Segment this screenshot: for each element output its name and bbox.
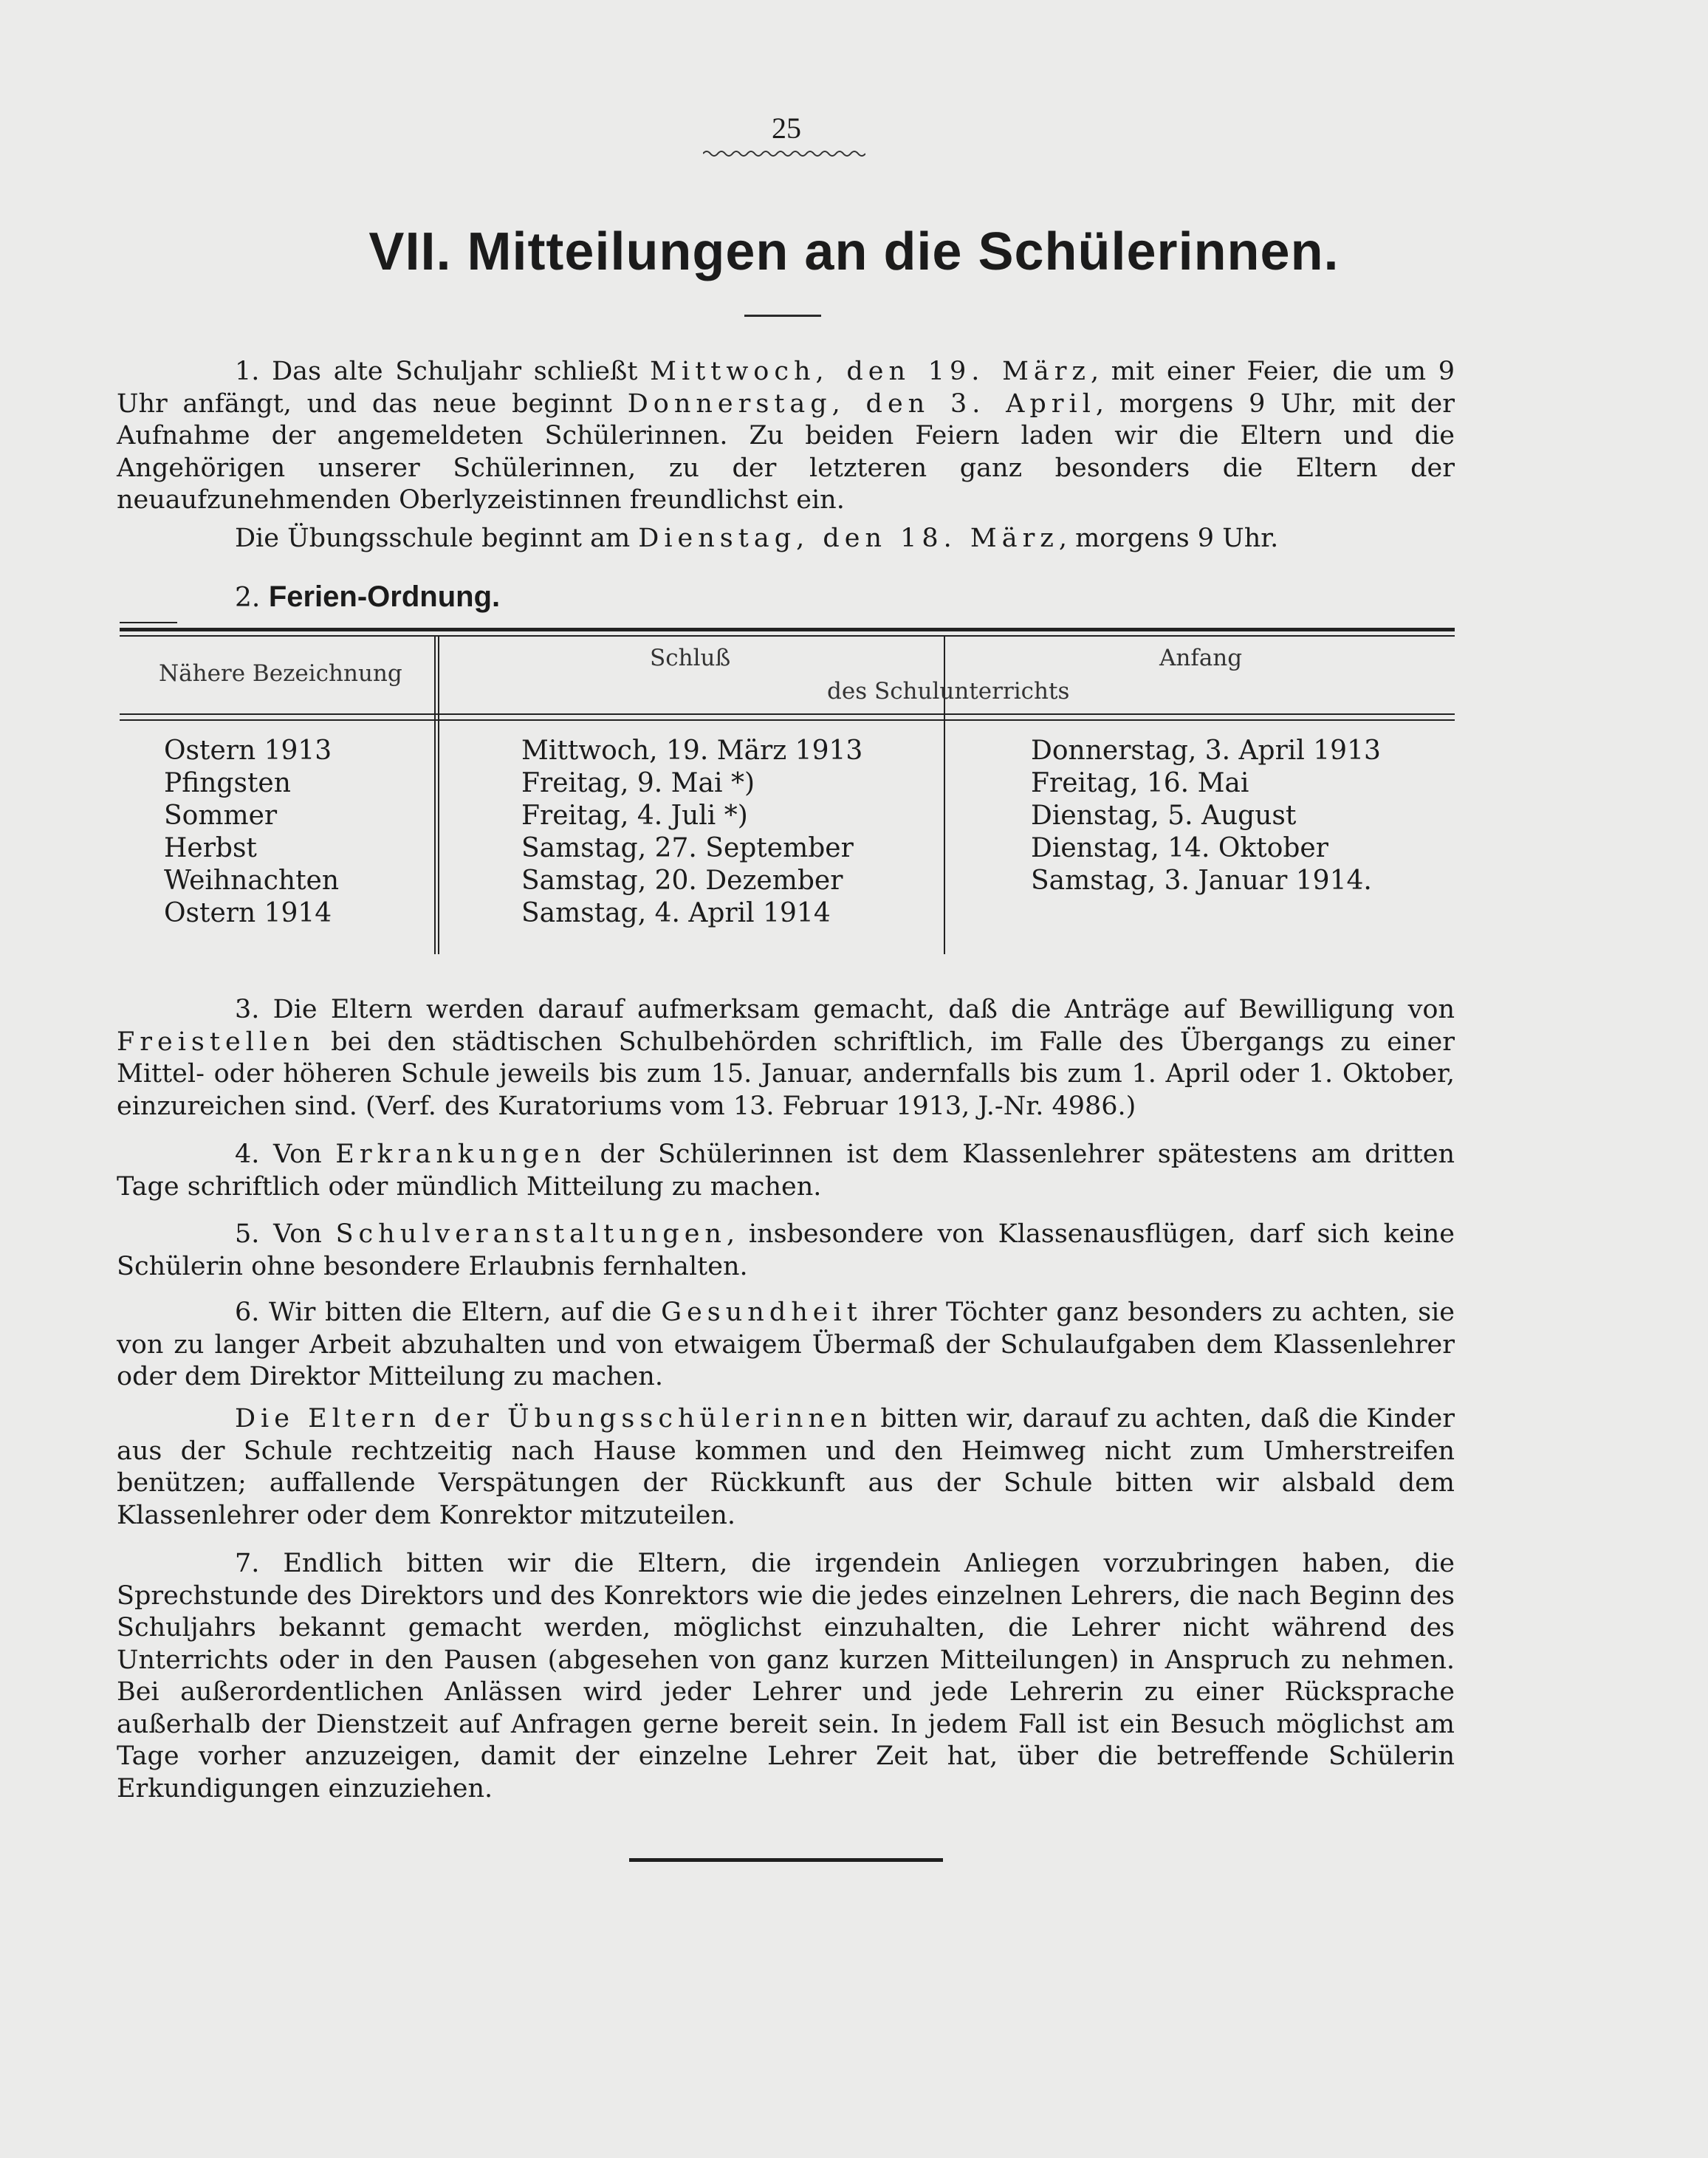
table-cell-name: Ostern 1913 <box>164 736 332 766</box>
item-4-text-a: 4. Von <box>235 1140 336 1169</box>
table-cell-close: Samstag, 20. Dezember <box>521 866 843 896</box>
table-divider-1 <box>434 637 436 954</box>
paragraph-item-6 <box>117 1297 1455 1394</box>
practice-school-text-c: , morgens 9 Uhr. <box>1058 524 1279 553</box>
table-cell-start: Samstag, 3. Januar 1914. <box>1031 866 1372 896</box>
section-title: Ferien-Ordnung. <box>268 580 501 613</box>
table-cell-name: Sommer <box>164 801 278 831</box>
page-number: 25 <box>772 112 801 145</box>
page-title: VII. Mitteilungen an die Schülerinnen. <box>368 222 1340 281</box>
paragraph-practice-school <box>117 523 1455 555</box>
item-6-text-a: 6. Wir bitten die Eltern, auf die <box>235 1298 662 1327</box>
section-heading-holidays <box>235 580 500 614</box>
table-top-rule <box>120 628 1455 631</box>
table-cell-name: Pfingsten <box>164 768 291 798</box>
table-cell-close: Samstag, 4. April 1914 <box>521 898 831 928</box>
item-6b-emphasis: Die Eltern der Übungsschülerinnen <box>235 1404 873 1433</box>
table-cell-name: Herbst <box>164 833 257 863</box>
practice-school-date: Dienstag, den 18. März <box>638 524 1059 553</box>
item-6-emphasis: Gesundheit <box>661 1298 862 1327</box>
paragraph-item-1 <box>117 356 1455 517</box>
item-4-emphasis: Erkrankungen <box>335 1140 586 1169</box>
table-cell-name: Ostern 1914 <box>164 898 332 928</box>
item-4-text-c: der Schülerinnen ist dem Klassenlehrer spätestens am dritten Tage schriftlich oder mündlich Mitteilung zu machen. <box>117 1140 1455 1202</box>
item-3-text-a: 3. Die Eltern werden darauf aufmerksam gemacht, daß die Anträge auf Bewilligung von <box>235 995 1455 1024</box>
table-cell-close: Freitag, 9. Mai *) <box>521 768 755 798</box>
table-header-rule <box>120 713 1455 715</box>
title-underline <box>744 315 821 317</box>
table-rule-left-stub <box>120 622 177 623</box>
paragraph-item-3 <box>117 994 1455 1123</box>
column-starts <box>1031 735 1381 897</box>
table-cell-start: Donnerstag, 3. April 1913 <box>1031 736 1381 766</box>
item-5-emphasis: Schulveranstaltungen <box>335 1219 727 1249</box>
table-cell-start: Freitag, 16. Mai <box>1031 768 1249 798</box>
paragraph-item-6b <box>117 1403 1455 1532</box>
item-6b-text: bitten wir, darauf zu achten, daß die Kinder aus der Schule rechtzeitig nach Hause kommen und den Heimweg nicht zum Umherstreifen benützen; auffallende Verspätungen der Rückkunft aus der Schule bitten wir alsbald dem Klassenlehrer oder dem Konrektor mitzuteilen. <box>117 1404 1455 1530</box>
item-3-emphasis: Freistellen <box>117 1027 315 1057</box>
column-closes <box>521 735 862 930</box>
paragraph-item-4 <box>117 1139 1455 1203</box>
item-1-text-c: , mit einer Feier, die um 9 Uhr anfängt, und das neue beginnt <box>117 357 1455 419</box>
table-divider-1b <box>438 637 439 954</box>
table-cell-start: Dienstag, 5. August <box>1031 801 1297 831</box>
column-header-close: Schluß <box>650 645 731 671</box>
table-cell-close: Mittwoch, 19. März 1913 <box>521 736 863 766</box>
item-3-text-c: bei den städtischen Schulbehörden schriftlich, im Falle des Übergangs zu einer Mittel- oder höheren Schule jeweils bis zum 15. Januar, andernfalls bis zum 1. April oder 1. Oktober, einzureichen sind. (Verf. des Kuratoriums vom 13. Februar 1913, J.-Nr. 4986.) <box>117 1027 1455 1121</box>
column-header-subtitle: des Schulunterrichts <box>827 678 1070 705</box>
section-number: 2. <box>235 583 261 613</box>
end-rule <box>629 1858 943 1862</box>
paragraph-item-7: 7. Endlich bitten wir die Eltern, die irgendein Anliegen vorzubringen haben, die Sprechstunde des Direktors und des Konrektors wie die jedes einzelnen Lehrers, die nach Beginn des Schuljahrs bekannt gemacht werden, möglichst einzuhalten, die Lehrer nicht während des Unterrichts oder in den Pausen (abgesehen von ganz kurzen Mitteilungen) in Anspruch zu nehmen. Bei außerordentlichen Anlässen wird jeder Lehrer und jede Lehrerin zu einer Rücksprache außerhalb der Dienstzeit auf Anfragen gerne bereit sein. In jedem Fall ist ein Besuch möglichst am Tage vorher anzuzeigen, damit der einzelne Lehrer Zeit hat, über die betreffende Schülerin Erkundigungen einzuziehen. <box>117 1549 1455 1804</box>
column-header-description: Nähere Bezeichnung <box>159 660 402 687</box>
table-header-rule-2 <box>120 719 1455 721</box>
table-cell-start: Dienstag, 14. Oktober <box>1031 833 1328 863</box>
item-5-text-a: 5. Von <box>235 1219 336 1249</box>
column-header-start: Anfang <box>1159 645 1243 671</box>
item-5-text-c: , insbesondere von Klassenausflügen, darf sich keine Schülerin ohne besondere Erlaubnis fernhalten. <box>117 1219 1455 1281</box>
item-1-date-start: Donnerstag, den 3. April <box>627 388 1096 419</box>
item-1-date-close: Mittwoch, den 19. März <box>650 357 1091 386</box>
column-names <box>164 735 339 930</box>
table-cell-close: Freitag, 4. Juli *) <box>521 801 748 831</box>
wavy-ornament <box>703 148 865 160</box>
table-cell-close: Samstag, 27. September <box>521 833 854 863</box>
table-top-rule-thin <box>120 635 1455 637</box>
table-cell-name: Weihnachten <box>164 866 340 896</box>
item-6-text-c: ihrer Töchter ganz besonders zu achten, sie von zu langer Arbeit abzuhalten und von etwaigem Übermaß der Schulaufgaben dem Klassenlehrer oder dem Direktor Mitteilung zu machen. <box>117 1298 1455 1391</box>
item-1-text-e: , morgens 9 Uhr, mit der Aufnahme der angemeldeten Schülerinnen. Zu beiden Feiern laden wir die Eltern und die Angehörigen unserer Schülerinnen, zu der letzteren ganz besonders die Eltern der neuaufzunehmenden Oberlyzeistinnen freundlichst ein. <box>117 388 1455 515</box>
practice-school-text-a: Die Übungsschule beginnt am <box>235 524 639 553</box>
paragraph-item-5 <box>117 1219 1455 1283</box>
item-1-text-a: 1. Das alte Schuljahr schließt <box>235 357 651 386</box>
